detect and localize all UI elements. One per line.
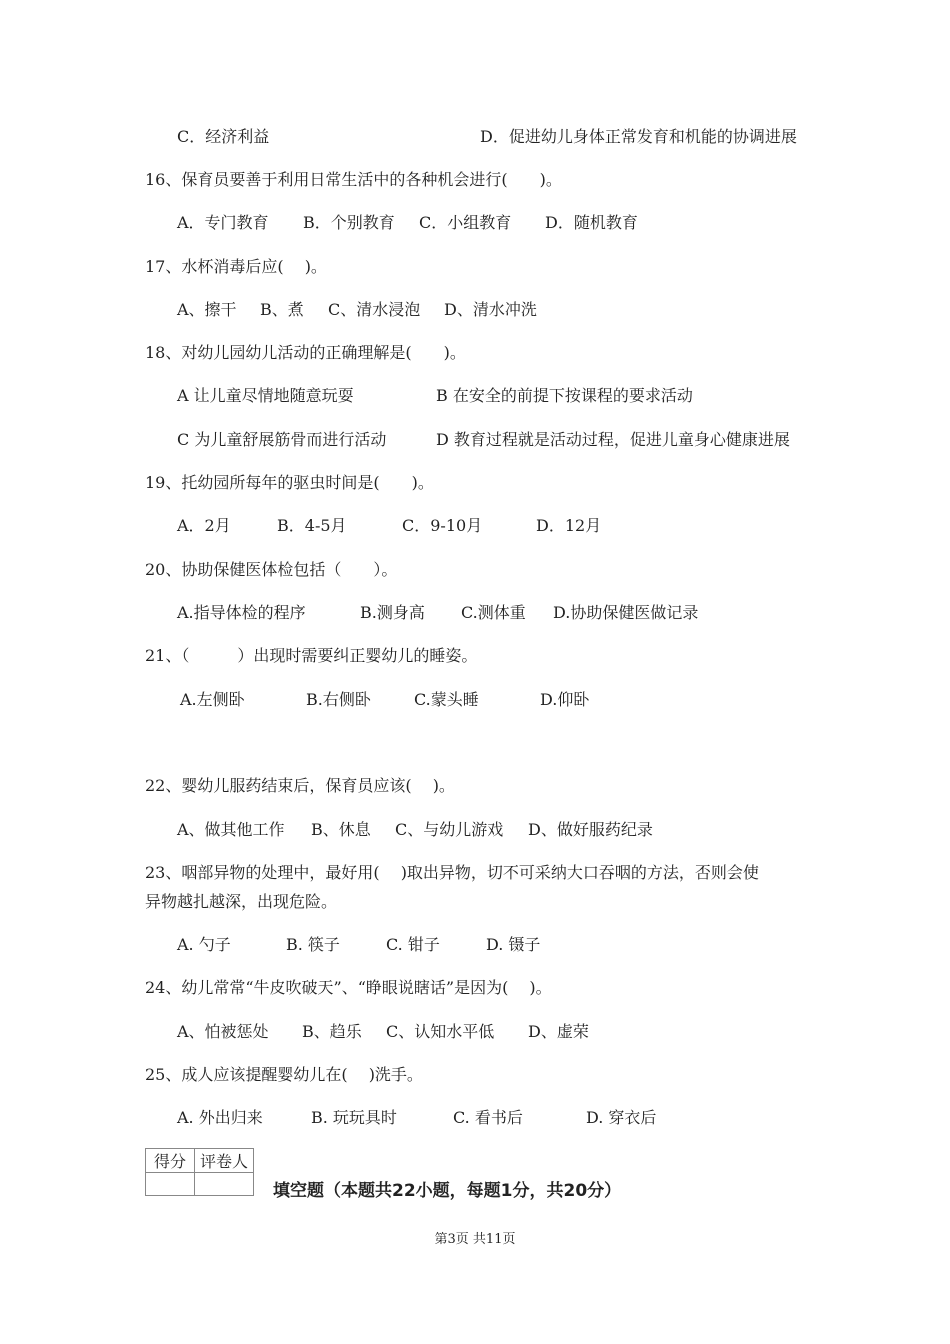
q22-option-a: A、做其他工作 (177, 820, 285, 839)
reviewer-label: 评卷人 (195, 1149, 254, 1173)
q18-option-c: C 为儿童舒展筋骨而进行活动 (177, 430, 387, 449)
q19-option-b: B．4-5月 (277, 516, 347, 535)
score-cell (146, 1173, 195, 1196)
q22-option-d: D、做好服药纪录 (528, 820, 653, 839)
question-23-line-1: 23、咽部异物的处理中，最好用( )取出异物，切不可采纳大口吞咽的方法，否则会使 (145, 863, 759, 882)
q24-option-a: A、怕被惩处 (177, 1022, 269, 1041)
q16-option-a: A．专门教育 (177, 213, 269, 232)
reviewer-cell (195, 1173, 254, 1196)
q24-option-c: C、认知水平低 (386, 1022, 495, 1041)
page-footer: 第3页 共11页 (434, 1232, 516, 1247)
q25-option-b: B. 玩玩具时 (311, 1108, 397, 1127)
q20-option-c: C.测体重 (461, 603, 526, 622)
question-19: 19、托幼园所每年的驱虫时间是( )。 (145, 473, 434, 492)
q21-option-c: C.蒙头睡 (414, 690, 479, 709)
q18-option-d: D 教育过程就是活动过程，促进儿童身心健康进展 (436, 430, 790, 449)
q16-option-d: D．随机教育 (545, 213, 638, 232)
q21-option-a: A.左侧卧 (180, 690, 245, 709)
q25-option-a: A. 外出归来 (177, 1108, 263, 1127)
q24-option-d: D、虚荣 (528, 1022, 589, 1041)
grade-box (145, 1148, 254, 1196)
q21-option-d: D.仰卧 (540, 690, 590, 709)
q22-option-c: C、与幼儿游戏 (395, 820, 504, 839)
question-21: 21、（ ）出现时需要纠正婴幼儿的睡姿。 (145, 646, 478, 665)
q17-option-a: A、擦干 (177, 300, 237, 319)
q25-option-d: D. 穿衣后 (586, 1108, 657, 1127)
q24-option-b: B、趋乐 (302, 1022, 362, 1041)
question-17: 17、水杯消毒后应( )。 (145, 257, 327, 276)
q17-option-b: B、煮 (260, 300, 304, 319)
q19-option-d: D．12月 (536, 516, 602, 535)
q25-option-c: C. 看书后 (453, 1108, 523, 1127)
q23-option-a: A. 勺子 (177, 935, 231, 954)
q22-option-b: B、休息 (311, 820, 371, 839)
q18-option-b: B 在安全的前提下按课程的要求活动 (436, 386, 693, 405)
q15-option-d: D．促进幼儿身体正常发育和机能的协调进展 (480, 127, 797, 146)
q18-option-a: A 让儿童尽情地随意玩耍 (177, 386, 354, 405)
q20-option-d: D.协助保健医做记录 (553, 603, 699, 622)
q17-option-d: D、清水冲洗 (444, 300, 537, 319)
q23-option-d: D. 镊子 (486, 935, 541, 954)
score-label: 得分 (146, 1149, 195, 1173)
question-22: 22、婴幼儿服药结束后，保育员应该( )。 (145, 776, 455, 795)
question-23-line-2: 异物越扎越深，出现危险。 (145, 892, 338, 911)
question-16: 16、保育员要善于利用日常生活中的各种机会进行( )。 (145, 170, 562, 189)
section-title: 填空题（本题共22小题，每题1分，共20分） (273, 1181, 622, 1201)
question-25: 25、成人应该提醒婴幼儿在( )洗手。 (145, 1065, 423, 1084)
question-18: 18、对幼儿园幼儿活动的正确理解是( )。 (145, 343, 466, 362)
q16-option-b: B．个别教育 (303, 213, 395, 232)
q16-option-c: C．小组教育 (419, 213, 512, 232)
q20-option-b: B.测身高 (360, 603, 425, 622)
q19-option-c: C．9-10月 (402, 516, 483, 535)
q21-option-b: B.右侧卧 (306, 690, 371, 709)
q19-option-a: A．2月 (177, 516, 231, 535)
question-20: 20、协助保健医体检包括（ ）。 (145, 560, 398, 579)
q23-option-b: B. 筷子 (286, 935, 340, 954)
question-24: 24、幼儿常常“牛皮吹破天”、“睁眼说瞎话”是因为( )。 (145, 978, 552, 997)
q15-option-c: C．经济利益 (177, 127, 270, 146)
q20-option-a: A.指导体检的程序 (177, 603, 306, 622)
q23-option-c: C. 钳子 (386, 935, 440, 954)
q17-option-c: C、清水浸泡 (328, 300, 421, 319)
